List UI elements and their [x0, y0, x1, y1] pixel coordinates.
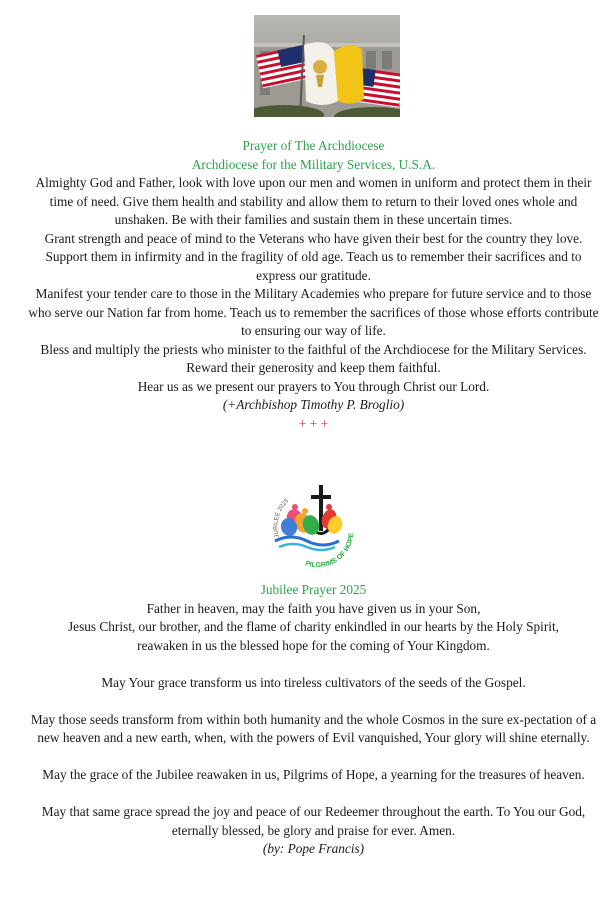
archdiocese-paragraph: Bless and multiply the priests who minister to the faithful of the Archdiocese for the Military Services. Reward their generosity and keep them faithful.: [40, 341, 587, 375]
jubilee-author: (by: Pope Francis): [262, 841, 365, 856]
jubilee-logo: [265, 479, 361, 575]
archdiocese-author: (+Archbishop Timothy P. Broglio): [222, 397, 405, 412]
logo-text-bottom: PILGRIMS OF HOPE: [304, 532, 356, 570]
archdiocese-prayer: [26, 137, 601, 433]
archdiocese-paragraph: Hear us as we present our prayers to You through Christ our Lord.: [137, 378, 490, 394]
jubilee-line: reawaken in us the blessed hope for the coming of Your Kingdom.: [137, 637, 490, 653]
jubilee-paragraph: May the grace of the Jubilee reawaken in us, Pilgrims of Hope, a yearning for the treasures of heaven.: [42, 767, 585, 782]
svg-text:PILGRIMS OF HOPE: [304, 532, 355, 569]
archdiocese-title: Prayer of The Archdiocese: [242, 138, 385, 153]
jubilee-title: Jubilee Prayer 2025: [260, 582, 367, 597]
cross-separator: + + +: [298, 415, 329, 431]
jubilee-line: Father in heaven, may the faith you have given us in your Son,: [146, 600, 481, 616]
archdiocese-paragraph: Almighty God and Father, look with love upon our men and women in uniform and protect them in their time of need. Give them health and stability and allow them to return to their loved ones whole and unshaken. Be with their families and sustain them in these uncertain times.: [35, 175, 592, 227]
jubilee-paragraph: May those seeds transform from within both humanity and the whole Cosmos in the sure ex-pectation of a new heaven and a new earth, when, with the powers of Evil vanquished, Your glory will shine eternally.: [30, 711, 597, 745]
jubilee-paragraph: May Your grace transform us into tireless cultivators of the seeds of the Gospel.: [101, 674, 526, 690]
archdiocese-subtitle: Archdiocese for the Military Services, U.S.A.: [191, 156, 436, 172]
logo-text-top: JUBILEE 2025: [273, 498, 291, 539]
jubilee-prayer: [26, 581, 601, 859]
flags-photo: [254, 15, 400, 117]
jubilee-line: Jesus Christ, our brother, and the flame of charity enkindled in our hearts by the Holy Spirit,: [68, 619, 559, 634]
archdiocese-paragraph: Grant strength and peace of mind to the Veterans who have given their best for the country they love. Support them in infirmity and in the fragility of old age. Teach us to remember their sacrifices and to express our gratitude.: [44, 230, 583, 283]
archdiocese-paragraph: Manifest your tender care to those in the Military Academies who prepare for future service and to those who serve our Nation far from home. Teach us to remember the sacrifices of those whose efforts contribute to ensuring our way of life.: [28, 286, 599, 338]
jubilee-paragraph: May that same grace spread the joy and peace of our Redeemer throughout the earth. To You our God, eternally blessed, be glory and praise for ever. Amen.: [41, 804, 586, 838]
